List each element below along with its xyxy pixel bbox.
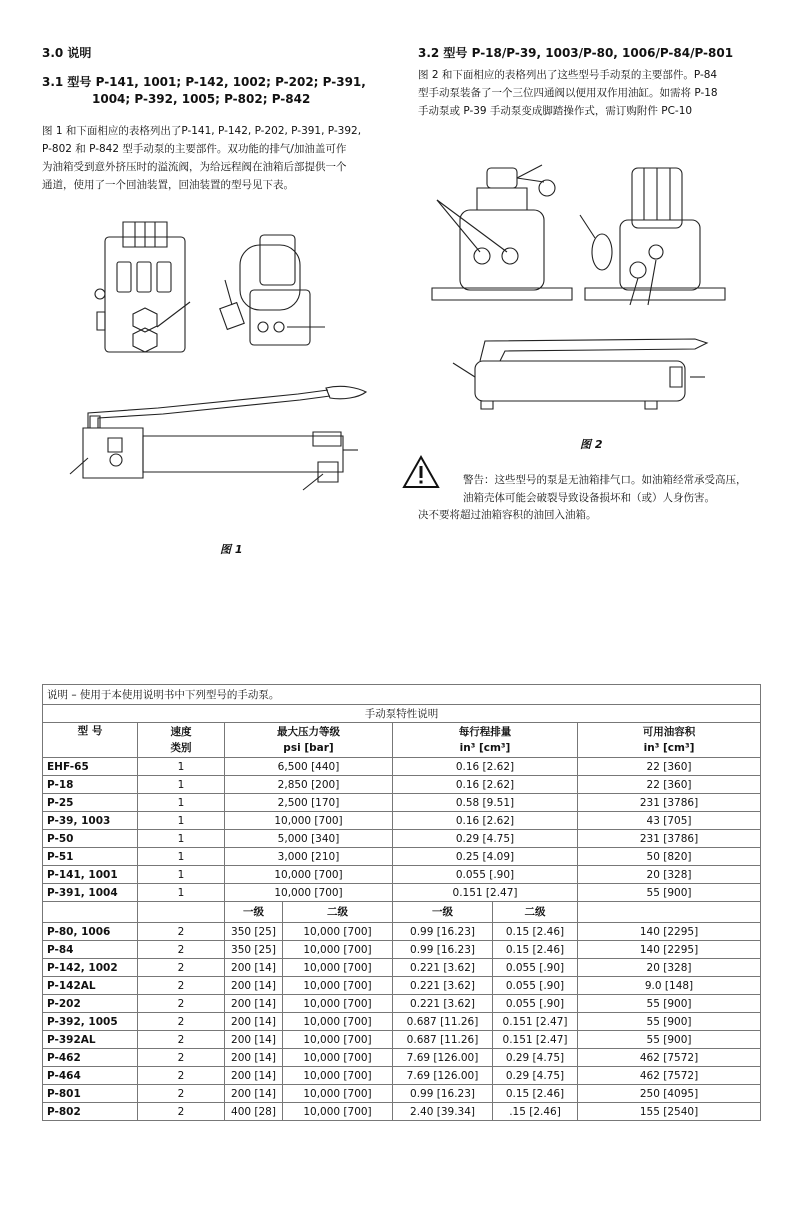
table-cell: 0.221 [3.62]	[393, 959, 493, 977]
para-line: P-802 和 P-842 型手动泵的主要部件。双功能的排气/加油盖可作	[42, 143, 347, 155]
table-cell: P-464	[43, 1067, 138, 1085]
table-row	[43, 794, 761, 812]
table-cell: 350 [25]	[225, 923, 283, 941]
table-cell: 1	[138, 794, 225, 812]
table-cell: 22 [360]	[578, 758, 761, 776]
table-cell: 10,000 [700]	[283, 941, 393, 959]
table-cell: 155 [2540]	[578, 1103, 761, 1121]
table-cell: 10,000 [700]	[283, 1013, 393, 1031]
table-cell: 50 [820]	[578, 848, 761, 866]
figure-1-hand-pump	[68, 388, 368, 508]
table-cell: 250 [4095]	[578, 1085, 761, 1103]
stage-second-label: 二级	[493, 902, 578, 923]
figure-2-pump-side-view	[580, 160, 730, 305]
table-cell: 2	[138, 923, 225, 941]
table-cell: 200 [14]	[225, 1067, 283, 1085]
header-speed: 速度 类别	[138, 723, 225, 758]
stage-second-label: 二级	[283, 902, 393, 923]
figure-1-pump-front-view	[95, 222, 195, 362]
warning-line: 决不要将超过油箱容积的油回入油箱。	[418, 509, 597, 521]
table-cell: P-392AL	[43, 1031, 138, 1049]
table-cell: P-391, 1004	[43, 884, 138, 902]
section-3-2-heading: 3.2 型号 P-18/P-39, 1003/P-80, 1006/P-84/P-801	[418, 46, 734, 60]
table-cell: 1	[138, 848, 225, 866]
table-cell: 0.055 [.90]	[493, 977, 578, 995]
table-cell: 0.055 [.90]	[393, 866, 578, 884]
table-cell: 0.221 [3.62]	[393, 977, 493, 995]
table-cell: 10,000 [700]	[283, 923, 393, 941]
para-line: 通道，使用了一个回油装置，回油装置的型号见下表。	[42, 179, 294, 191]
table-cell: P-462	[43, 1049, 138, 1067]
table-cell: 10,000 [700]	[283, 1031, 393, 1049]
table-cell: P-392, 1005	[43, 1013, 138, 1031]
table-cell: 20 [328]	[578, 959, 761, 977]
table-cell: 6,500 [440]	[225, 758, 393, 776]
table-row	[43, 995, 761, 1013]
stage-header-row	[43, 902, 761, 923]
table-cell: P-801	[43, 1085, 138, 1103]
section-3-1-paragraph	[42, 122, 402, 194]
warning-triangle-icon	[403, 456, 439, 488]
figure-2-hand-pump	[445, 333, 715, 428]
table-cell: P-142, 1002	[43, 959, 138, 977]
table-row	[43, 1067, 761, 1085]
table-title: 手动泵特性说明	[43, 705, 761, 723]
table-cell: 1	[138, 812, 225, 830]
table-cell: P-51	[43, 848, 138, 866]
table-intro: 说明 – 使用于本使用说明书中下列型号的手动泵。	[43, 685, 761, 705]
header-pressure: 最大压力等级 psi [bar]	[225, 723, 393, 758]
para-line: 为油箱受到意外挤压时的溢流阀，为给远程阀在油箱后部提供一个	[42, 161, 347, 173]
section-3-0-heading: 3.0 说明	[42, 46, 92, 60]
table-cell: 2	[138, 1049, 225, 1067]
table-cell: 200 [14]	[225, 977, 283, 995]
section-3-1-heading-line2: 1004; P-392, 1005; P-802; P-842	[92, 92, 311, 106]
table-row	[43, 1103, 761, 1121]
table-cell: 1	[138, 758, 225, 776]
table-cell: 0.29 [4.75]	[493, 1049, 578, 1067]
header-displacement: 每行程排量 in³ [cm³]	[393, 723, 578, 758]
table-cell: 2	[138, 1067, 225, 1085]
table-cell: 200 [14]	[225, 1013, 283, 1031]
table-cell: 350 [25]	[225, 941, 283, 959]
table-cell: 10,000 [700]	[283, 1103, 393, 1121]
table-cell: 400 [28]	[225, 1103, 283, 1121]
table-cell: 2	[138, 977, 225, 995]
table-cell: 0.99 [16.23]	[393, 923, 493, 941]
table-cell: 0.151 [2.47]	[393, 884, 578, 902]
table-cell: 0.16 [2.62]	[393, 776, 578, 794]
table-cell: 55 [900]	[578, 884, 761, 902]
header-model: 型 号	[43, 723, 138, 758]
table-cell: 5,000 [340]	[225, 830, 393, 848]
para-line: 图 1 和下面相应的表格列出了P-141, P-142, P-202, P-391, P-392,	[42, 125, 362, 137]
table-cell: P-84	[43, 941, 138, 959]
table-cell: P-202	[43, 995, 138, 1013]
table-cell: 10,000 [700]	[283, 1067, 393, 1085]
table-row	[43, 866, 761, 884]
section-3-2-paragraph	[418, 66, 764, 120]
table-cell: P-39, 1003	[43, 812, 138, 830]
table-cell: 200 [14]	[225, 1031, 283, 1049]
table-cell: 231 [3786]	[578, 794, 761, 812]
table-cell: 0.151 [2.47]	[493, 1013, 578, 1031]
table-cell: 0.15 [2.46]	[493, 1085, 578, 1103]
table-cell: 10,000 [700]	[283, 977, 393, 995]
table-cell: P-141, 1001	[43, 866, 138, 884]
table-cell: 0.221 [3.62]	[393, 995, 493, 1013]
table-row	[43, 884, 761, 902]
table-cell: 140 [2295]	[578, 941, 761, 959]
table-cell: 0.15 [2.46]	[493, 923, 578, 941]
table-cell: 2	[138, 1085, 225, 1103]
table-row	[43, 812, 761, 830]
figure-1-caption: 图 1	[220, 543, 243, 556]
table-cell: 0.151 [2.47]	[493, 1031, 578, 1049]
table-cell: 0.687 [11.26]	[393, 1013, 493, 1031]
stage-first-label: 一级	[225, 902, 283, 923]
header-capacity: 可用油容积 in³ [cm³]	[578, 723, 761, 758]
table-row	[43, 758, 761, 776]
table-cell: 0.99 [16.23]	[393, 1085, 493, 1103]
table-cell: 2	[138, 1103, 225, 1121]
section-3-1-heading-line1: 3.1 型号 P-141, 1001; P-142, 1002; P-202; P-391,	[42, 75, 366, 89]
table-cell: 2	[138, 941, 225, 959]
table-row	[43, 977, 761, 995]
table-cell: P-50	[43, 830, 138, 848]
table-cell: 0.29 [4.75]	[493, 1067, 578, 1085]
table-cell: 10,000 [700]	[283, 959, 393, 977]
table-cell: 0.58 [9.51]	[393, 794, 578, 812]
figure-1-pump-side-view	[215, 235, 330, 355]
table-cell: 43 [705]	[578, 812, 761, 830]
table-cell: P-25	[43, 794, 138, 812]
table-row	[43, 923, 761, 941]
table-cell: 2,500 [170]	[225, 794, 393, 812]
table-cell: EHF-65	[43, 758, 138, 776]
warning-line: 油箱壳体可能会破裂导致设备损坏和（或）人身伤害。	[463, 492, 715, 504]
table-cell: 0.29 [4.75]	[393, 830, 578, 848]
table-cell: 0.055 [.90]	[493, 959, 578, 977]
table-cell: 200 [14]	[225, 1085, 283, 1103]
table-cell: 0.15 [2.46]	[493, 941, 578, 959]
table-row	[43, 959, 761, 977]
table-row	[43, 1031, 761, 1049]
table-cell: 10,000 [700]	[283, 995, 393, 1013]
table-cell: 0.25 [4.09]	[393, 848, 578, 866]
table-cell: 200 [14]	[225, 959, 283, 977]
table-cell: 0.16 [2.62]	[393, 812, 578, 830]
figure-2-pump-front-view	[422, 160, 572, 305]
table-cell: 20 [328]	[578, 866, 761, 884]
table-cell: 0.055 [.90]	[493, 995, 578, 1013]
table-cell: 3,000 [210]	[225, 848, 393, 866]
table-cell: 10,000 [700]	[283, 1085, 393, 1103]
para-line: 型手动泵装备了一个三位四通阀以便用双作用油缸。如需将 P-18	[418, 87, 718, 99]
table-cell: P-80, 1006	[43, 923, 138, 941]
para-line: 图 2 和下面相应的表格列出了这些型号手动泵的主要部件。P-84	[418, 69, 718, 81]
table-cell: 2	[138, 959, 225, 977]
table-cell: 10,000 [700]	[283, 1049, 393, 1067]
warning-line: 警告：这些型号的泵是无油箱排气口。如油箱经常承受高压，	[463, 474, 747, 486]
table-row	[43, 1049, 761, 1067]
table-cell: 0.99 [16.23]	[393, 941, 493, 959]
table-row	[43, 776, 761, 794]
table-cell: 1	[138, 776, 225, 794]
table-row	[43, 1013, 761, 1031]
table-cell: 200 [14]	[225, 995, 283, 1013]
table-cell: 0.16 [2.62]	[393, 758, 578, 776]
table-cell: 10,000 [700]	[225, 884, 393, 902]
table-cell: .15 [2.46]	[493, 1103, 578, 1121]
table-cell: P-142AL	[43, 977, 138, 995]
table-cell: 7.69 [126.00]	[393, 1049, 493, 1067]
table-cell: 200 [14]	[225, 1049, 283, 1067]
table-cell: 55 [900]	[578, 1031, 761, 1049]
table-cell: 1	[138, 866, 225, 884]
stage-first-label: 一级	[393, 902, 493, 923]
table-cell: 140 [2295]	[578, 923, 761, 941]
table-cell: 22 [360]	[578, 776, 761, 794]
table-cell: 2	[138, 1031, 225, 1049]
para-line: 手动泵或 P-39 手动泵变成脚踏操作式，需订购附件 PC-10	[418, 105, 693, 117]
warning-text	[463, 471, 763, 507]
table-cell: 55 [900]	[578, 995, 761, 1013]
figure-2-caption: 图 2	[580, 438, 603, 451]
table-cell: 1	[138, 884, 225, 902]
table-cell: 55 [900]	[578, 1013, 761, 1031]
table-cell: 2	[138, 1013, 225, 1031]
table-cell: P-802	[43, 1103, 138, 1121]
table-cell: P-18	[43, 776, 138, 794]
table-cell: 2	[138, 995, 225, 1013]
table-cell: 7.69 [126.00]	[393, 1067, 493, 1085]
table-row	[43, 830, 761, 848]
table-row	[43, 848, 761, 866]
table-cell: 231 [3786]	[578, 830, 761, 848]
pump-spec-table	[42, 684, 761, 1121]
table-row	[43, 941, 761, 959]
table-cell: 10,000 [700]	[225, 812, 393, 830]
table-cell: 462 [7572]	[578, 1067, 761, 1085]
table-cell: 2,850 [200]	[225, 776, 393, 794]
table-cell: 2.40 [39.34]	[393, 1103, 493, 1121]
table-cell: 9.0 [148]	[578, 977, 761, 995]
table-cell: 10,000 [700]	[225, 866, 393, 884]
table-cell: 1	[138, 830, 225, 848]
table-cell: 0.687 [11.26]	[393, 1031, 493, 1049]
table-row	[43, 1085, 761, 1103]
table-cell: 462 [7572]	[578, 1049, 761, 1067]
